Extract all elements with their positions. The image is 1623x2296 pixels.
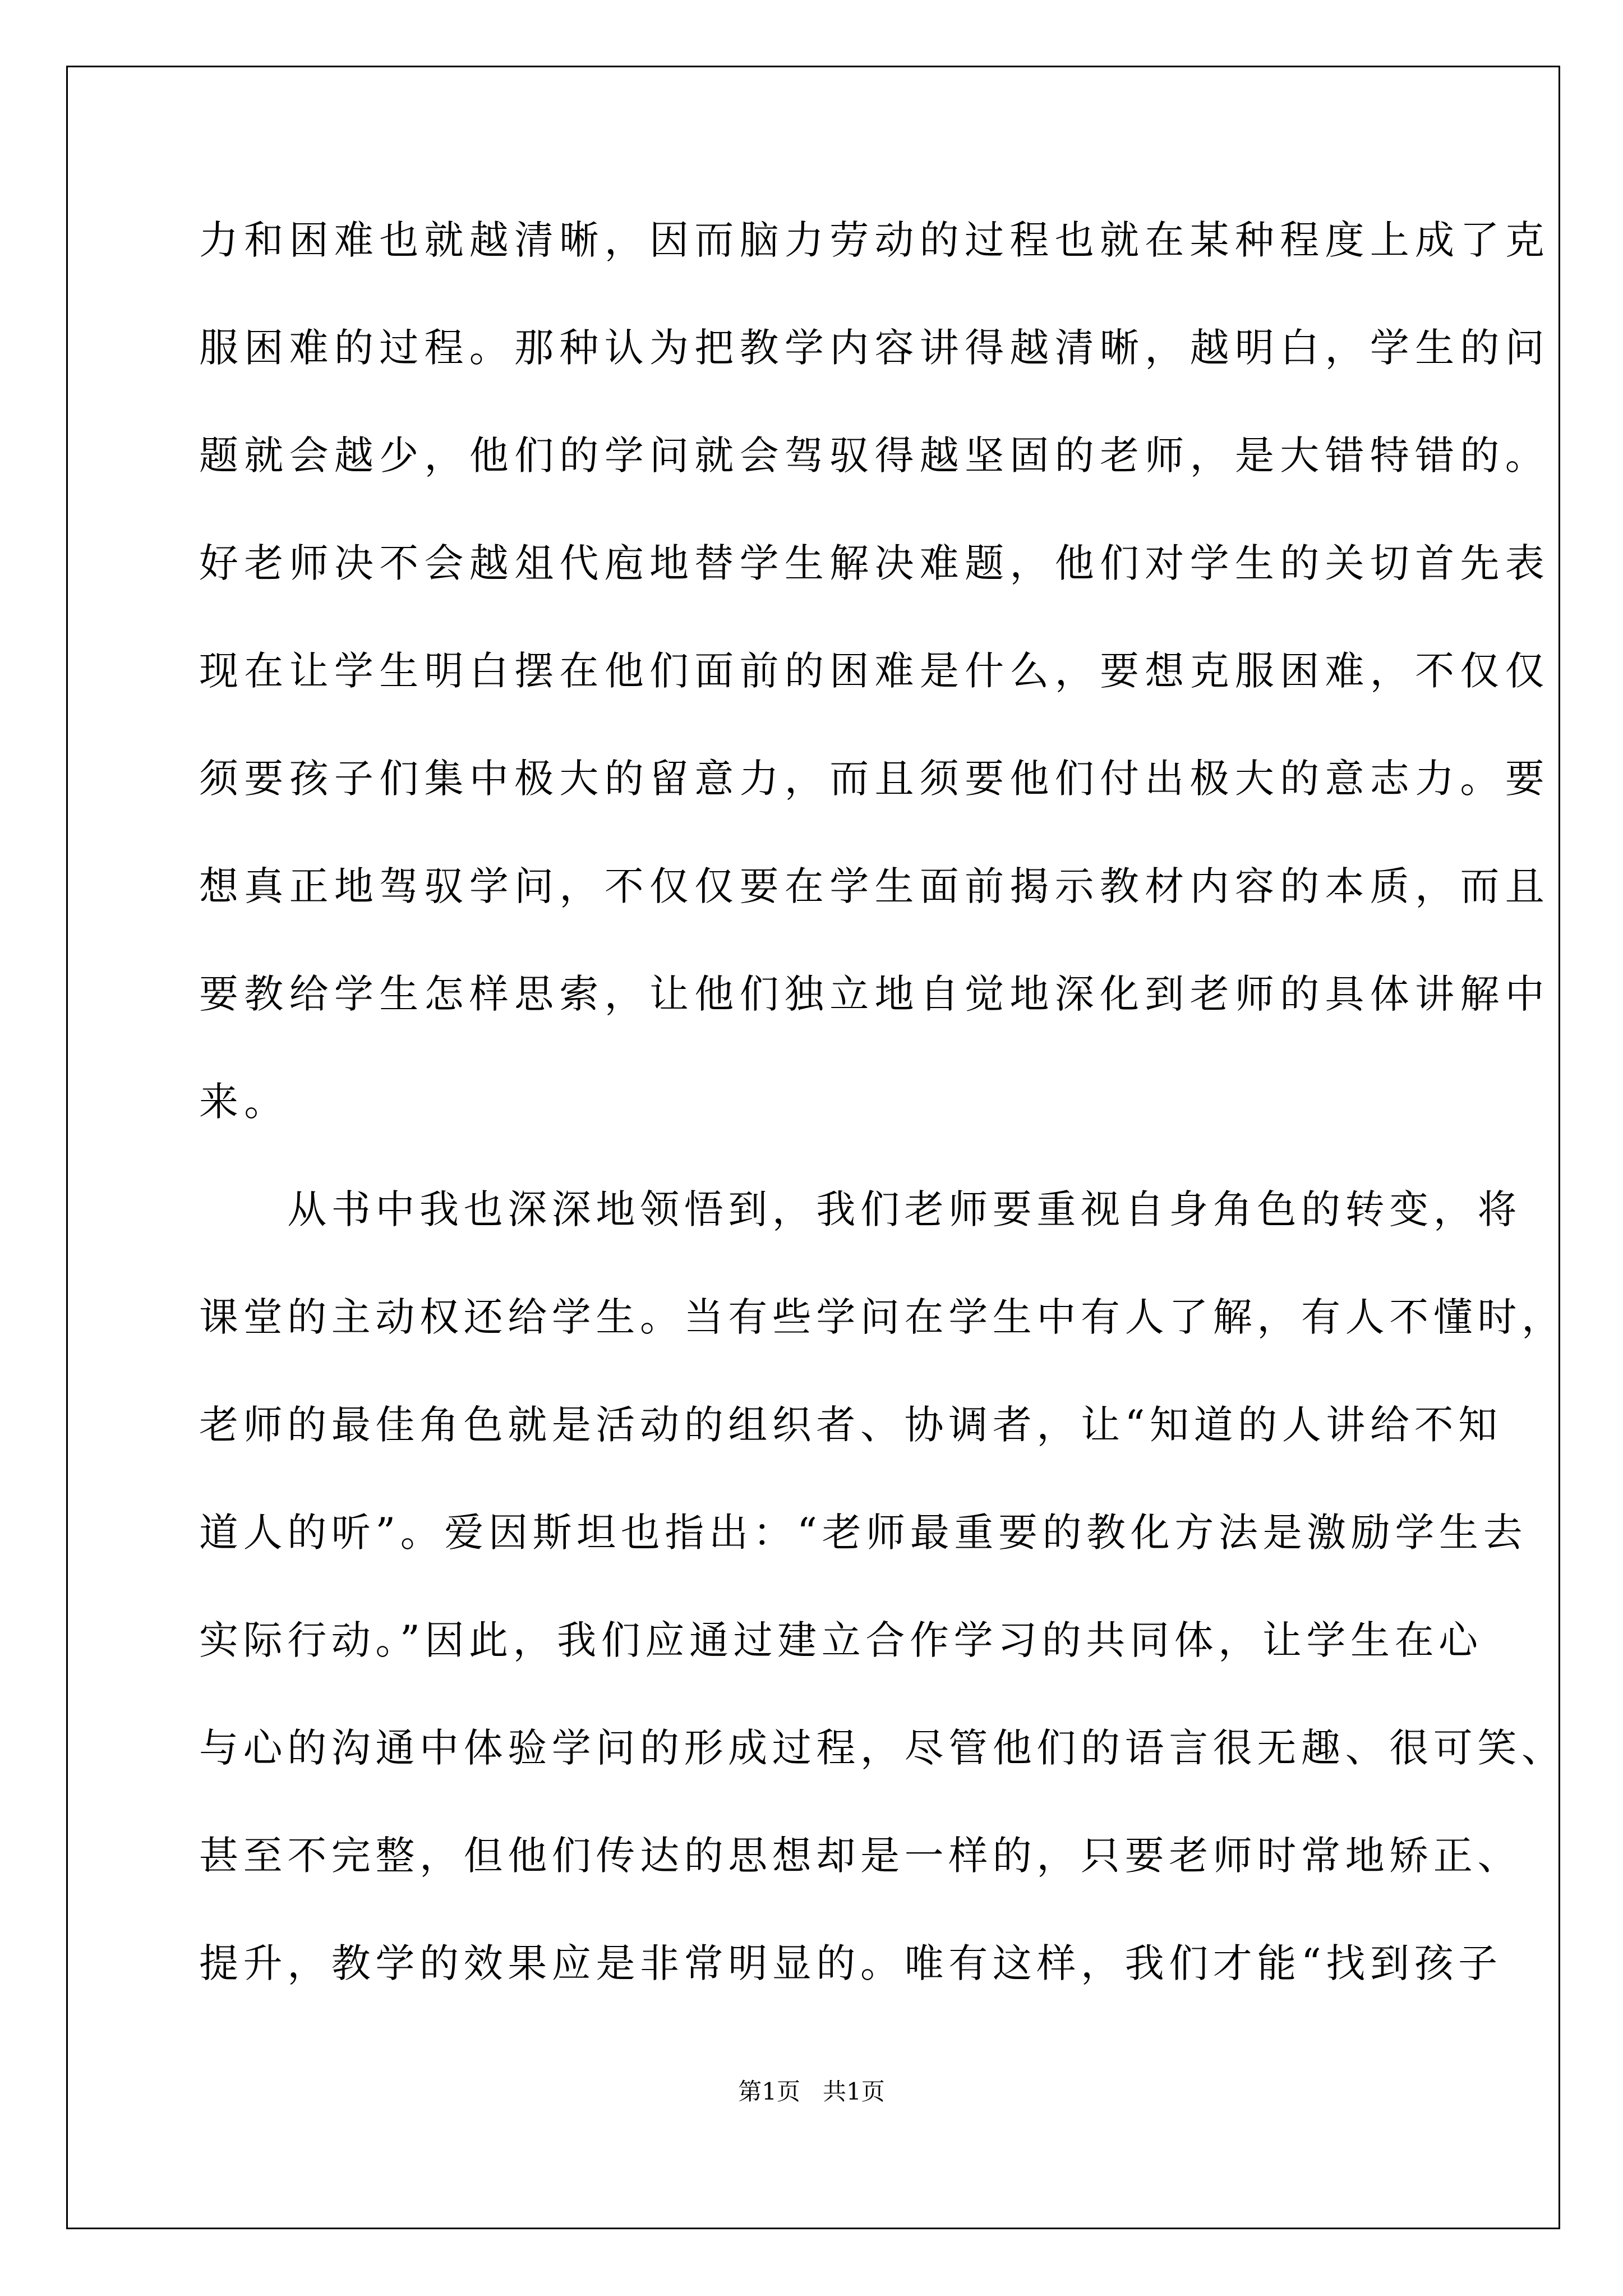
text-line: 要教给学生怎样思索，让他们独立地自觉地深化到老师的具体讲解中 [199,971,1550,1017]
text-line: 须要孩子们集中极大的留意力，而且须要他们付出极大的意志力。要 [199,756,1550,802]
text-line: 提升，教学的效果应是非常明显的。唯有这样，我们才能“找到孩子 [199,1940,1502,1986]
text-line: 好老师决不会越俎代庖地替学生解决难题，他们对学生的关切首先表 [199,540,1550,586]
document-body [199,206,1566,2037]
text-line: 服困难的过程。那种认为把教学内容讲得越清晰，越明白，学生的问 [199,325,1550,371]
text-line: 现在让学生明白摆在他们面前的困难是什么，要想克服困难，不仅仅 [199,648,1550,694]
page-footer: 第1页 共1页 [738,2078,885,2105]
text-line: 与心的沟通中体验学问的形成过程，尽管他们的语言很无趣、很可笑、 [199,1725,1566,1771]
text-line: 老师的最佳角色就是活动的组织者、协调者，让“知道的人讲给不知 [199,1402,1502,1448]
text-line: 道人的听”。爱因斯坦也指出：“老师最重要的教化方法是激励学生去 [199,1510,1528,1556]
text-line: 题就会越少，他们的学问就会驾驭得越坚固的老师，是大错特错的。 [199,432,1550,478]
text-line: 课堂的主动权还给学生。当有些学问在学生中有人了解，有人不懂时， [199,1294,1566,1340]
text-line: 来。 [199,1079,289,1125]
text-line: 实际行动。”因此，我们应通过建立合作学习的共同体，让学生在心 [199,1617,1483,1663]
text-line: 想真正地驾驭学问，不仅仅要在学生面前揭示教材内容的本质，而且 [199,863,1550,909]
text-line: 力和困难也就越清晰，因而脑力劳动的过程也就在某种程度上成了克 [199,217,1550,263]
text-line: 甚至不完整，但他们传达的思想却是一样的，只要老师时常地矫正、 [199,1833,1521,1879]
text-line: 从书中我也深深地领悟到，我们老师要重视自身角色的转变，将 [199,1186,1521,1232]
